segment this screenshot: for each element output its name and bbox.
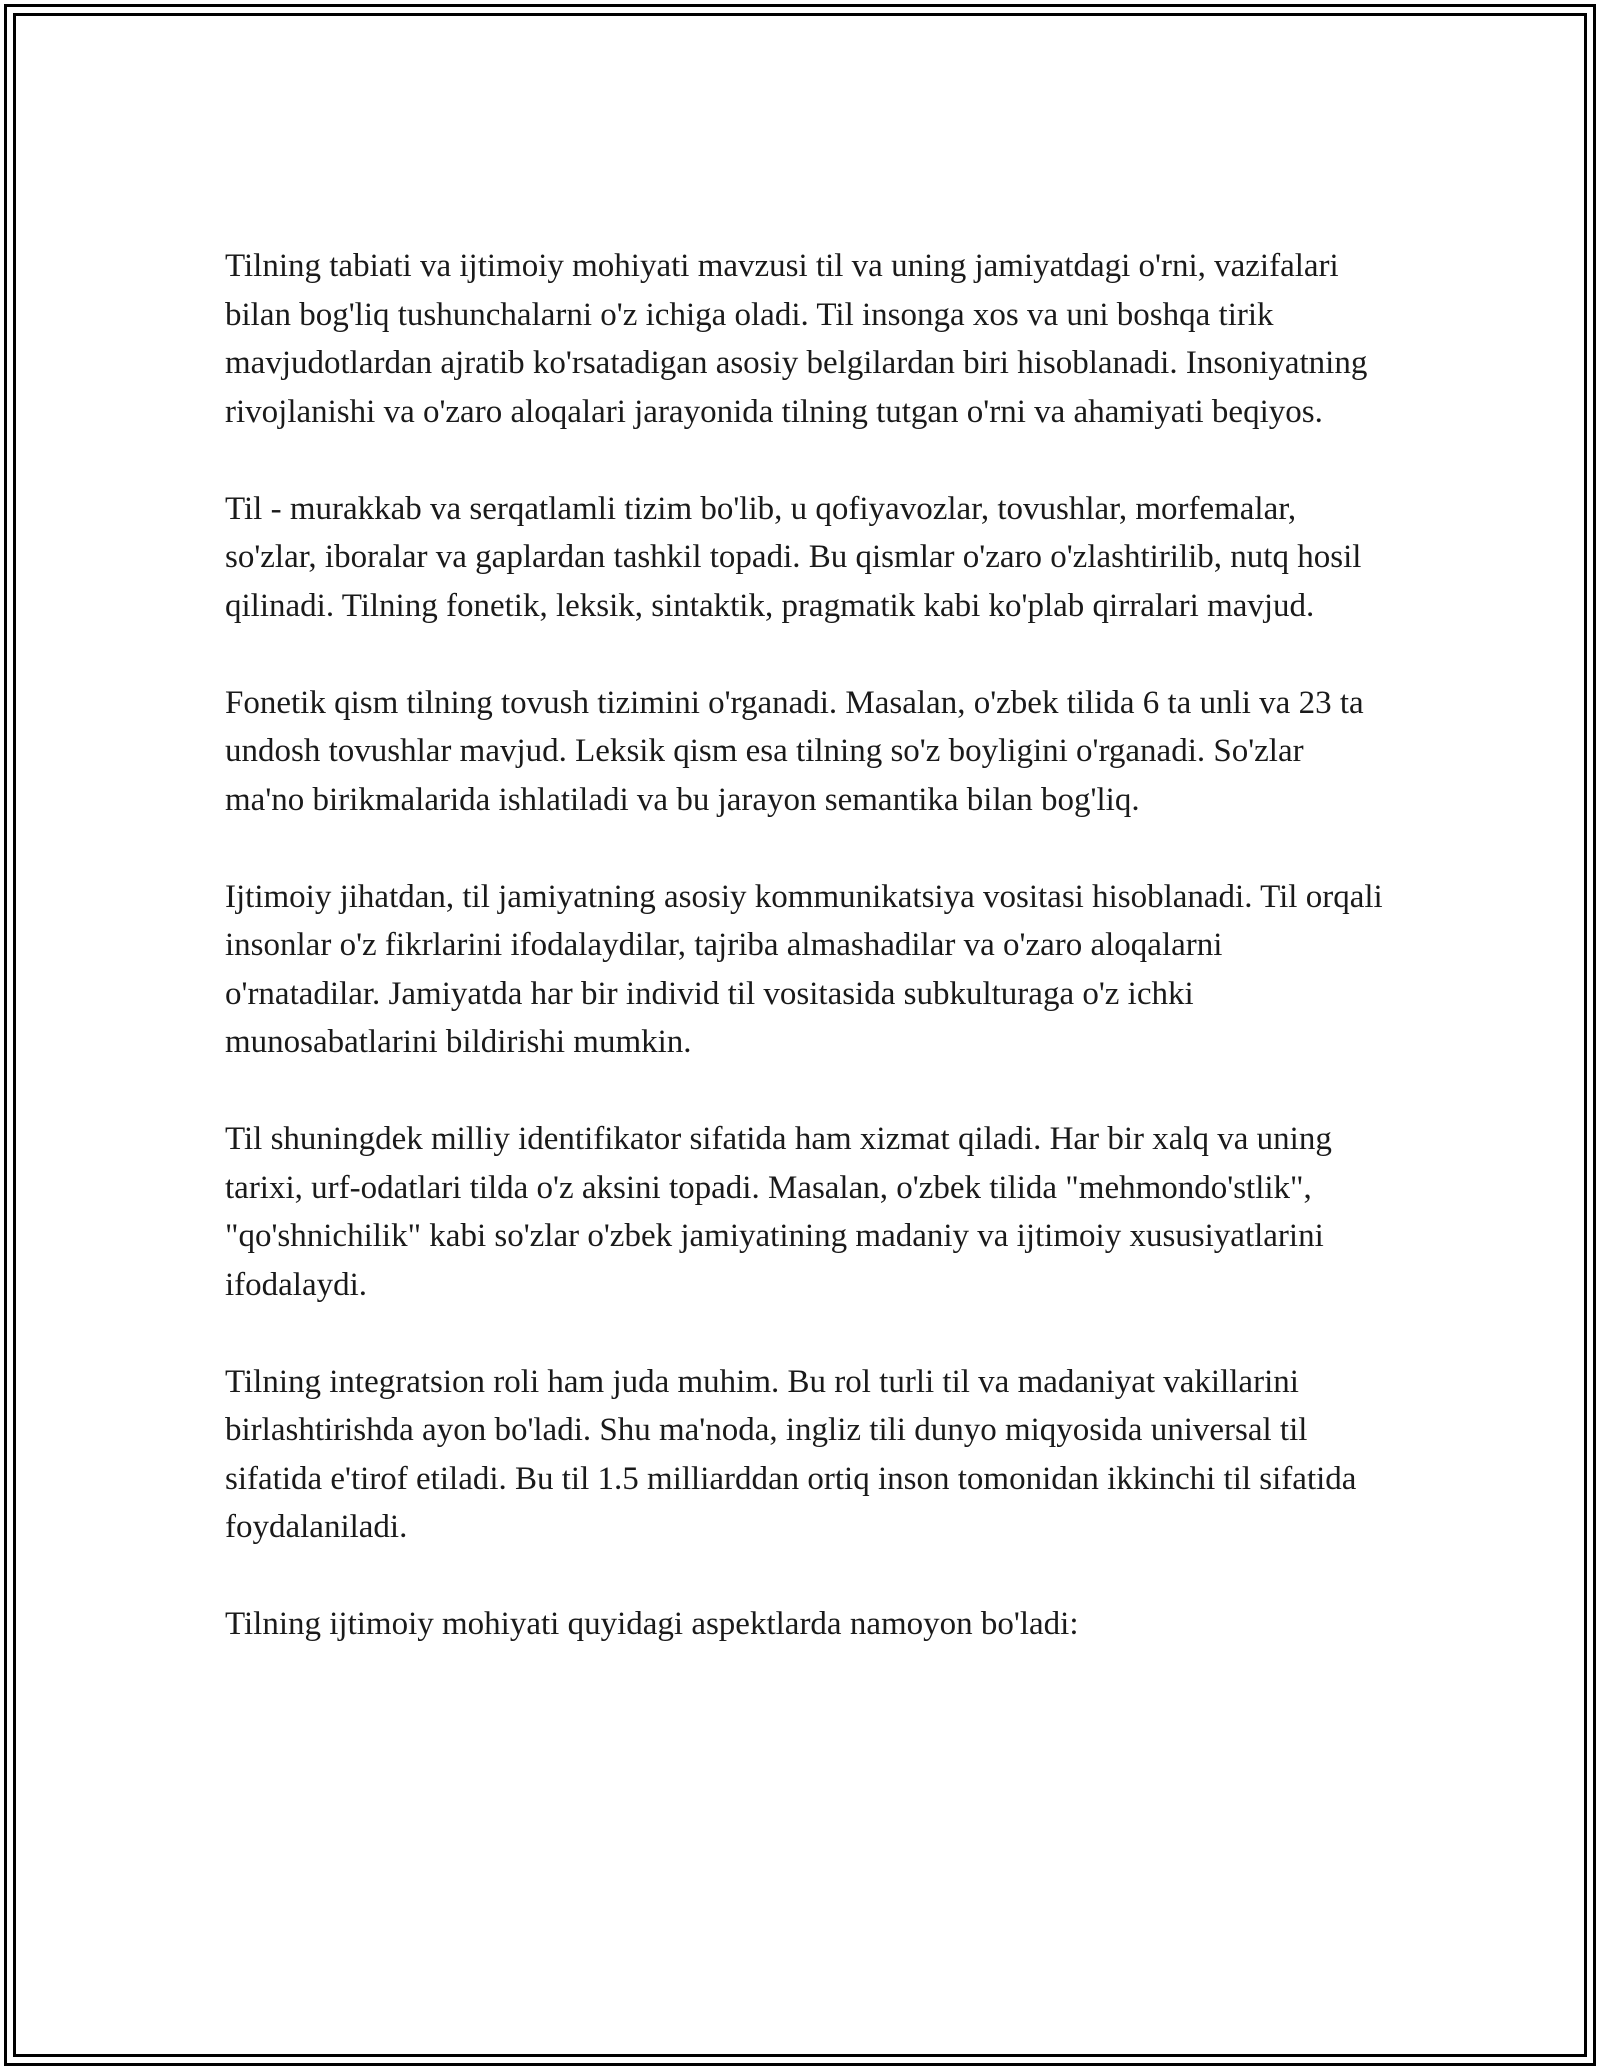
paragraph-3: Fonetik qism tilning tovush tizimini o'rganadi. Masalan, o'zbek tilida 6 ta unli va 23 ta undosh tovushlar mavjud. Leksik qism esa tilning so'z boyligini o'rganadi. So'zlar ma'no birikmalarida ishlatiladi va bu jarayon semantika bilan bog'liq. xyxy=(225,684,1364,818)
paragraph-4: Ijtimoiy jihatdan, til jamiyatning asosiy kommunikatsiya vositasi hisoblanadi. Til orqali insonlar o'z fikrlarini ifodalaydilar, tajriba almashadilar va o'zaro aloqalarni o'rnatadilar. Jamiyatda har bir individ til vositasida subkulturaga o'z ichki munosabatlarini bildirishi mumkin. xyxy=(225,878,1383,1060)
paragraph-5: Til shuningdek milliy identifikator sifatida ham xizmat qiladi. Har bir xalq va uning tarixi, urf-odatlari tilda o'z aksini topadi. Masalan, o'zbek tilida "mehmondo'stlik", "qo'shnichilik" kabi so'zlar o'zbek jamiyatining madaniy va ijtimoiy xususiyatlarini ifodalaydi. xyxy=(225,1121,1332,1303)
paragraph-2: Til - murakkab va serqatlamli tizim bo'lib, u qofiyavozlar, tovushlar, morfemalar, so'zlar, iboralar va gaplardan tashkil topadi. Bu qismlar o'zaro o'zlashtirilib, nutq hosil qilinadi. Tilning fonetik, leksik, sintaktik, pragmatik kabi ko'plab qirralari mavjud. xyxy=(225,490,1362,624)
document-body xyxy=(225,242,1385,1649)
paragraph-1: Tilning tabiati va ijtimoiy mohiyati mavzusi til va uning jamiyatdagi o'rni, vazifalari bilan bog'liq tushunchalarni o'z ichiga oladi. Til insonga xos va uni boshqa tirik mavjudotlardan ajratib ko'rsatadigan asosiy belgilardan biri hisoblanadi. Insoniyatning rivojlanishi va o'zaro aloqalari jarayonida tilning tutgan o'rni va ahamiyati beqiyos. xyxy=(225,248,1368,430)
paragraph-7: Tilning ijtimoiy mohiyati quyidagi aspektlarda namoyon bo'ladi: xyxy=(225,1606,1079,1642)
paragraph-6: Tilning integratsion roli ham juda muhim. Bu rol turli til va madaniyat vakillarini birlashtirishda ayon bo'ladi. Shu ma'noda, ingliz tili dunyo miqyosida universal til sifatida e'tirof etiladi. Bu til 1.5 milliarddan ortiq inson tomonidan ikkinchi til sifatida foydalaniladi. xyxy=(225,1363,1357,1545)
